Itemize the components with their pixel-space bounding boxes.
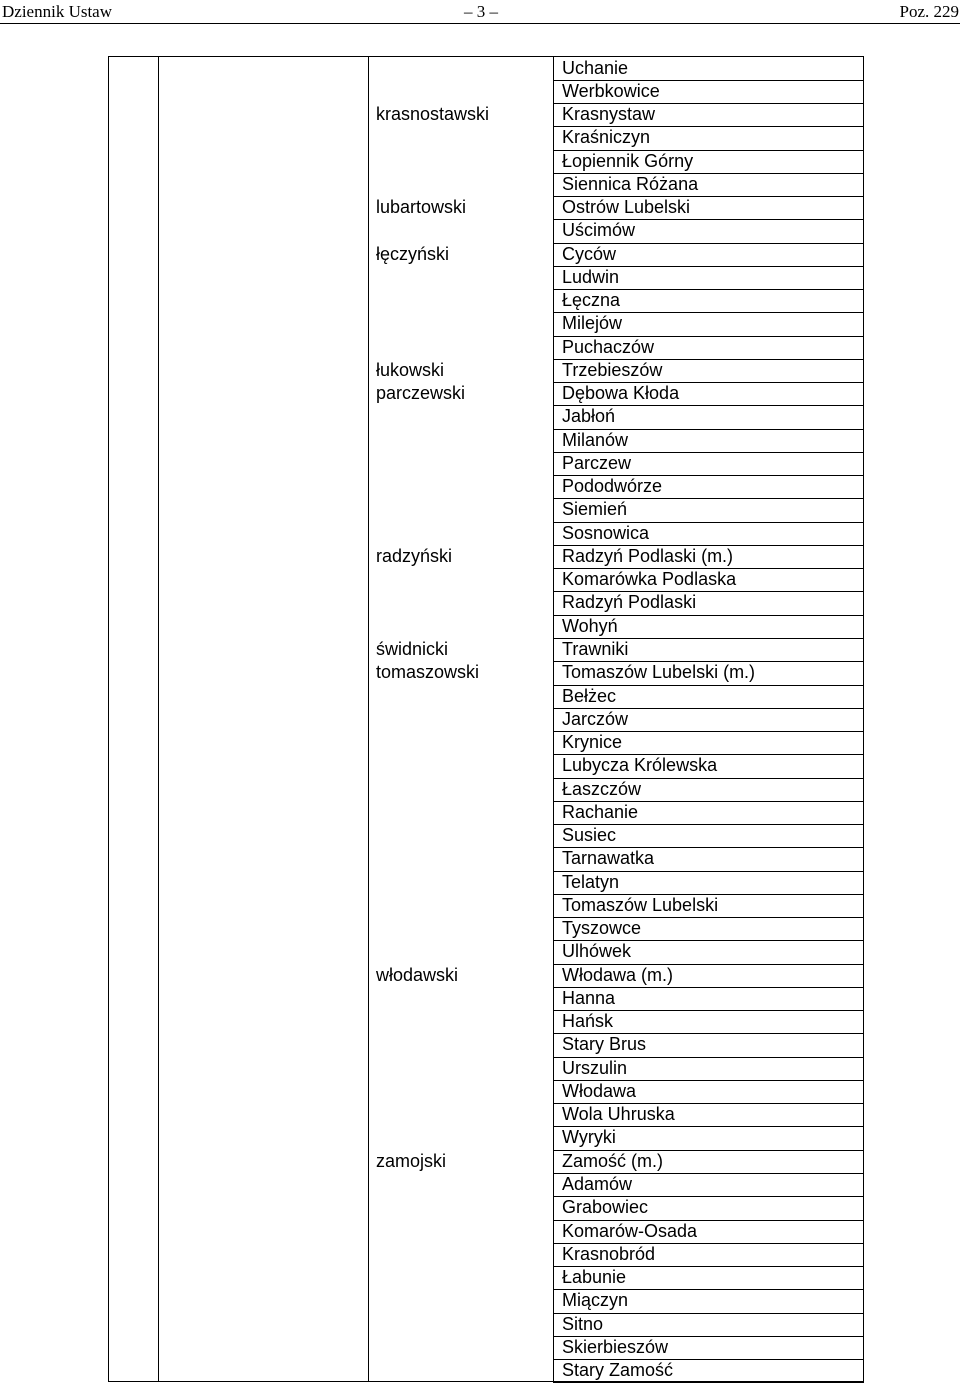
commune-cell: Ostrów Lubelski bbox=[562, 197, 691, 217]
commune-cell: Puchaczów bbox=[562, 337, 655, 357]
journal-title: Dziennik Ustaw bbox=[2, 2, 113, 21]
commune-cell: Jabłoń bbox=[562, 406, 616, 426]
county-cell: radzyński bbox=[376, 546, 453, 566]
commune-cell: Komarówka Podlaska bbox=[562, 569, 737, 589]
header-rule bbox=[0, 23, 960, 24]
county-cell: tomaszowski bbox=[376, 662, 480, 682]
county-cell: krasnostawski bbox=[376, 104, 490, 124]
commune-cell: Sosnowica bbox=[562, 523, 650, 543]
commune-cell: Lubycza Królewska bbox=[562, 755, 718, 775]
commune-cell: Grabowiec bbox=[562, 1197, 649, 1217]
column-border bbox=[553, 56, 554, 1382]
commune-cell: Siennica Różana bbox=[562, 174, 699, 194]
commune-cell: Tyszowce bbox=[562, 918, 642, 938]
commune-cell: Wola Uhruska bbox=[562, 1104, 675, 1124]
commune-cell: Wohyń bbox=[562, 616, 618, 636]
commune-cell: Trawniki bbox=[562, 639, 629, 659]
commune-cell: Tarnawatka bbox=[562, 848, 655, 868]
commune-cell: Ulhówek bbox=[562, 941, 632, 961]
commune-cell: Miączyn bbox=[562, 1290, 629, 1310]
column-border bbox=[108, 56, 109, 1382]
commune-cell: Radzyń Podlaski bbox=[562, 592, 697, 612]
commune-cell: Włodawa (m.) bbox=[562, 965, 674, 985]
county-cell: parczewski bbox=[376, 383, 466, 403]
commune-cell: Rachanie bbox=[562, 802, 639, 822]
commune-cell: Uchanie bbox=[562, 58, 629, 78]
row-separator bbox=[553, 1382, 864, 1383]
commune-cell: Werbkowice bbox=[562, 81, 660, 101]
commune-cell: Kraśniczyn bbox=[562, 127, 651, 147]
commune-cell: Krasnystaw bbox=[562, 104, 656, 124]
county-commune-table bbox=[108, 56, 864, 1382]
county-cell: włodawski bbox=[376, 965, 459, 985]
county-cell: łęczyński bbox=[376, 244, 450, 264]
commune-cell: Sitno bbox=[562, 1314, 604, 1334]
commune-cell: Zamość (m.) bbox=[562, 1151, 663, 1171]
position-number: Poz. 229 bbox=[899, 2, 959, 21]
commune-cell: Hańsk bbox=[562, 1011, 614, 1031]
commune-cell: Włodawa bbox=[562, 1081, 637, 1101]
county-cell: łukowski bbox=[376, 360, 445, 380]
county-cell: lubartowski bbox=[376, 197, 467, 217]
commune-cell: Ludwin bbox=[562, 267, 620, 287]
commune-cell: Wyryki bbox=[562, 1127, 616, 1147]
commune-cell: Siemień bbox=[562, 499, 628, 519]
commune-cell: Skierbieszów bbox=[562, 1337, 669, 1357]
commune-cell: Milanów bbox=[562, 430, 629, 450]
commune-cell: Łaszczów bbox=[562, 779, 642, 799]
commune-cell: Łopiennik Górny bbox=[562, 151, 694, 171]
commune-cell: Tomaszów Lubelski bbox=[562, 895, 719, 915]
column-border bbox=[368, 56, 369, 1382]
commune-cell: Parczew bbox=[562, 453, 632, 473]
column-border bbox=[158, 56, 159, 1382]
county-cell: świdnicki bbox=[376, 639, 449, 659]
commune-cell: Trzebieszów bbox=[562, 360, 663, 380]
commune-cell: Susiec bbox=[562, 825, 617, 845]
table-bottom-border bbox=[108, 1381, 864, 1382]
commune-cell: Dębowa Kłoda bbox=[562, 383, 680, 403]
commune-cell: Radzyń Podlaski (m.) bbox=[562, 546, 734, 566]
table-top-border bbox=[108, 56, 864, 57]
commune-cell: Łabunie bbox=[562, 1267, 627, 1287]
commune-cell: Cyców bbox=[562, 244, 617, 264]
commune-cell: Milejów bbox=[562, 313, 623, 333]
county-cell: zamojski bbox=[376, 1151, 447, 1171]
commune-cell: Urszulin bbox=[562, 1058, 628, 1078]
commune-cell: Hanna bbox=[562, 988, 616, 1008]
commune-cell: Stary Zamość bbox=[562, 1360, 674, 1380]
page-number: – 3 – bbox=[464, 2, 498, 21]
commune-cell: Uścimów bbox=[562, 220, 636, 240]
commune-cell: Bełżec bbox=[562, 686, 617, 706]
commune-cell: Pododwórze bbox=[562, 476, 663, 496]
commune-cell: Adamów bbox=[562, 1174, 633, 1194]
commune-cell: Krynice bbox=[562, 732, 623, 752]
commune-cell: Krasnobród bbox=[562, 1244, 656, 1264]
commune-cell: Komarów-Osada bbox=[562, 1221, 698, 1241]
commune-cell: Stary Brus bbox=[562, 1034, 647, 1054]
commune-cell: Jarczów bbox=[562, 709, 629, 729]
column-border bbox=[863, 56, 864, 1382]
commune-cell: Łęczna bbox=[562, 290, 621, 310]
commune-cell: Tomaszów Lubelski (m.) bbox=[562, 662, 756, 682]
commune-cell: Telatyn bbox=[562, 872, 620, 892]
